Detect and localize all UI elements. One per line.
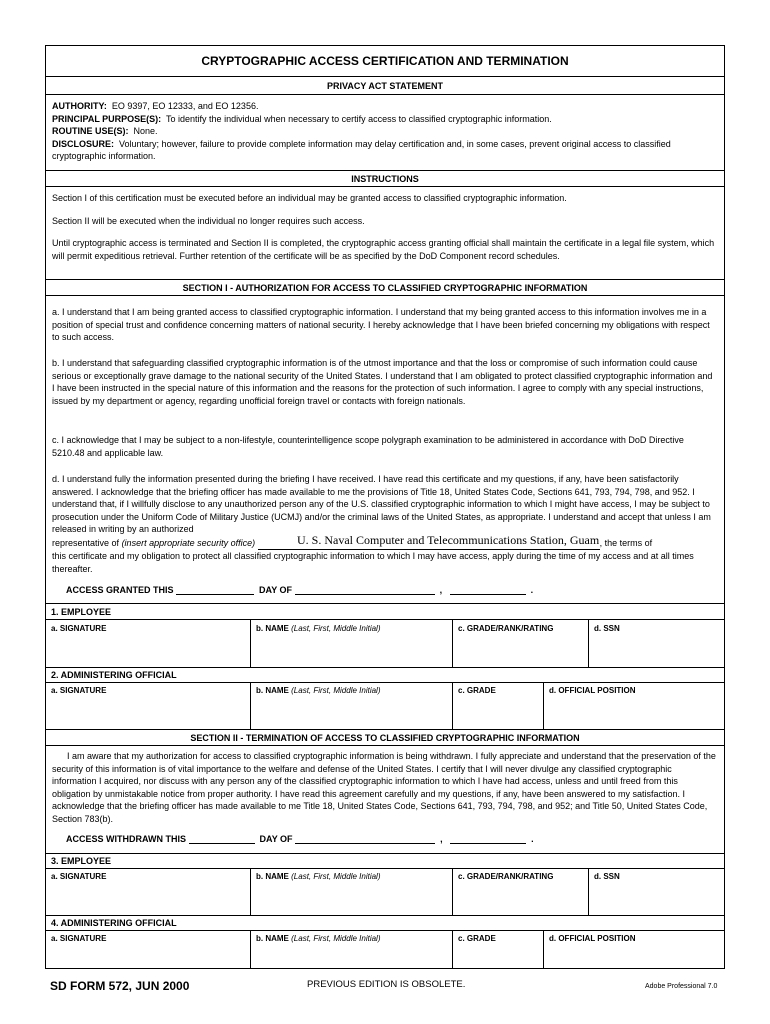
- official-name-field[interactable]: [256, 686, 380, 695]
- section1-para-d-cont: this certificate and my obligation to protect all classified cryptographic information to which I may have access, apply during the time of my access and at all times thereafter.: [52, 551, 694, 574]
- official-2-position-field[interactable]: d. OFFICIAL POSITION: [549, 934, 636, 943]
- divider: [452, 868, 453, 915]
- official-2-signature-field[interactable]: a. SIGNATURE: [51, 934, 107, 943]
- divider: [452, 930, 453, 968]
- granted-day-field[interactable]: [176, 584, 254, 595]
- form-id: SD FORM 572, JUN 2000: [50, 979, 190, 993]
- divider: [46, 170, 724, 171]
- routine-label: ROUTINE USE(S):: [52, 126, 129, 137]
- employee-2-ssn-field[interactable]: d. SSN: [594, 872, 620, 881]
- withdrawn-day-field[interactable]: [189, 833, 255, 844]
- divider: [250, 868, 251, 915]
- divider: [46, 279, 724, 280]
- authority-text: EO 9397, EO 12333, and EO 12356.: [111, 101, 259, 111]
- divider: [543, 930, 544, 968]
- official-grade-field[interactable]: c. GRADE: [458, 686, 496, 695]
- employee-2-heading: 3. EMPLOYEE: [51, 856, 112, 866]
- section1-para-d: d. I understand fully the information presented during the briefing I have received. I have read this certificate and my questions, if any, have been satisfactorily answered. I acknowledge that the briefing officer has made available to me the provisions of Title 18, United States Code, Sections 641, 793, 794, 798, and 952. I understand that, if I willfully disclose to any unauthorized person any of the U.S. classified cryptographic information to which I might have access, I may be subject to prosecution under the Uniform Code of Military Justice (UCMJ) and/or the criminal laws of the United States, as appropriate. I understand and accept that unless I am released in writing by an authorized: [52, 474, 711, 535]
- access-withdrawn-label: ACCESS WITHDRAWN THIS: [66, 834, 186, 844]
- employee-grade-field[interactable]: c. GRADE/RANK/RATING: [458, 624, 554, 633]
- withdrawn-day-of-label: DAY OF: [259, 834, 293, 844]
- form-frame: [45, 45, 725, 969]
- instructions-p1: Section I of this certification must be executed before an individual may be granted access to classified cryptographic information.: [52, 193, 567, 203]
- section1-para-c: c. I acknowledge that I may be subject to a non-lifestyle, counterintelligence scope polygraph examination to be administered in accordance with DoD Directive 5210.48 and applicable law.: [52, 435, 684, 458]
- withdrawn-year-field[interactable]: [450, 833, 526, 844]
- instructions-heading: INSTRUCTIONS: [351, 174, 419, 184]
- divider: [46, 868, 724, 869]
- rep-suffix: , the terms of: [599, 538, 653, 548]
- divider: [46, 853, 724, 854]
- divider: [250, 619, 251, 667]
- employee-2-name-label: b. NAME: [256, 872, 289, 881]
- divider: [588, 619, 589, 667]
- official-2-grade-field[interactable]: c. GRADE: [458, 934, 496, 943]
- divider: [250, 930, 251, 968]
- official-heading: 2. ADMINISTERING OFFICIAL: [51, 670, 177, 680]
- granted-day-of-label: DAY OF: [259, 585, 293, 595]
- divider: [46, 295, 724, 296]
- divider: [46, 682, 724, 683]
- employee-name-hint: (Last, First, Middle Initial): [291, 624, 381, 633]
- withdrawn-month-field[interactable]: [295, 833, 435, 844]
- employee-heading: 1. EMPLOYEE: [51, 607, 112, 617]
- purpose-label: PRINCIPAL PURPOSE(S):: [52, 113, 162, 124]
- withdrawn-period: .: [531, 834, 534, 844]
- divider: [46, 745, 724, 746]
- official-2-name-label: b. NAME: [256, 934, 289, 943]
- privacy-statement: [52, 100, 716, 163]
- divider: [46, 186, 724, 187]
- divider: [588, 868, 589, 915]
- divider: [46, 729, 724, 730]
- employee-signature-field[interactable]: a. SIGNATURE: [51, 624, 107, 633]
- divider: [46, 930, 724, 931]
- purpose-text: To identify the individual when necessary to certify access to classified cryptographic information.: [166, 113, 552, 124]
- employee-2-signature-field[interactable]: a. SIGNATURE: [51, 872, 107, 881]
- divider: [543, 682, 544, 729]
- divider: [452, 619, 453, 667]
- section1-heading: SECTION I - AUTHORIZATION FOR ACCESS TO CLASSIFIED CRYPTOGRAPHIC INFORMATION: [182, 283, 588, 293]
- privacy-heading: PRIVACY ACT STATEMENT: [326, 81, 443, 91]
- security-office-value: U. S. Naval Computer and Telecommunications Station, Guam: [297, 533, 600, 547]
- obsolete-notice: PREVIOUS EDITION IS OBSOLETE.: [307, 979, 466, 990]
- producer-note: Adobe Professional 7.0: [645, 983, 718, 990]
- divider: [46, 667, 724, 668]
- granted-year-field[interactable]: [450, 584, 526, 595]
- rep-hint: (insert appropriate security office): [121, 538, 256, 548]
- official-name-label: b. NAME: [256, 686, 289, 695]
- divider: [46, 94, 724, 95]
- divider: [250, 682, 251, 729]
- instructions-p3: Until cryptographic access is terminated and Section II is completed, the cryptographic access granting official shall maintain the certificate in a legal file system, which will permit expeditious retrieval. Further retention of the certificate will be as specified by the DoD Component record schedules.: [52, 238, 715, 261]
- official-signature-field[interactable]: a. SIGNATURE: [51, 686, 107, 695]
- employee-2-grade-field[interactable]: c. GRADE/RANK/RATING: [458, 872, 554, 881]
- official-name-hint: (Last, First, Middle Initial): [291, 686, 381, 695]
- official-position-field[interactable]: d. OFFICIAL POSITION: [549, 686, 636, 695]
- official-2-heading: 4. ADMINISTERING OFFICIAL: [51, 918, 177, 928]
- disclosure-label: DISCLOSURE:: [52, 138, 115, 149]
- section1-para-a: a. I understand that I am being granted access to classified cryptographic information. I understand that my being granted access to this information involves me in a position of special trust and confidence concerning matters of national security. I hereby acknowledge that I have been briefed concerning my obligations with respect to such access.: [52, 307, 710, 343]
- divider: [46, 603, 724, 604]
- divider: [452, 682, 453, 729]
- access-granted-label: ACCESS GRANTED THIS: [66, 585, 174, 595]
- employee-name-label: b. NAME: [256, 624, 289, 633]
- access-granted-line: [66, 584, 533, 595]
- rep-prefix: representative of: [52, 538, 120, 548]
- employee-ssn-field[interactable]: d. SSN: [594, 624, 620, 633]
- divider: [46, 619, 724, 620]
- instructions-p2: Section II will be executed when the individual no longer requires such access.: [52, 216, 365, 226]
- access-withdrawn-line: [66, 833, 534, 844]
- divider: [46, 76, 724, 77]
- section2-heading: SECTION II - TERMINATION OF ACCESS TO CLASSIFIED CRYPTOGRAPHIC INFORMATION: [190, 733, 580, 743]
- authority-label: AUTHORITY:: [52, 101, 107, 111]
- granted-period: .: [530, 585, 534, 595]
- granted-month-field[interactable]: [295, 584, 435, 595]
- granted-comma: ,: [439, 585, 443, 595]
- form-title: CRYPTOGRAPHIC ACCESS CERTIFICATION AND TERMINATION: [201, 54, 569, 68]
- employee-2-name-hint: (Last, First, Middle Initial): [291, 872, 381, 881]
- employee-name-field[interactable]: [256, 624, 380, 633]
- official-2-name-hint: (Last, First, Middle Initial): [291, 934, 381, 943]
- official-2-name-field[interactable]: [256, 934, 380, 943]
- routine-text: None.: [133, 126, 158, 137]
- withdrawn-comma: ,: [440, 834, 443, 844]
- divider: [46, 915, 724, 916]
- section1-para-b: b. I understand that safeguarding classified cryptographic information is of the utmost importance and that the loss or compromise of such information could cause serious or exceptionally grave damage to the national security of the United States. I understand that I am obligated to protect classified cryptographic information and I have been instructed in the special nature of this information and the reasons for the protection of such information. I agree to comply with any special instructions, issued by my department or agency, regarding unofficial foreign travel or contacts with foreign nationals.: [52, 358, 713, 406]
- disclosure-text: Voluntary; however, failure to provide complete information may delay certification and, in some cases, prevent original access to classified cryptographic information.: [52, 138, 671, 162]
- section2-text: I am aware that my authorization for access to classified cryptographic information is being withdrawn. I fully appreciate and understand that the preservation of the security of this information is of vital importance to the welfare and defense of the United States. I certify that I will never divulge any classified cryptographic information I acquired, nor discuss with any person any of the classified cryptographic information to which I have had access, unless and until freed from this obligation by unmistakable notice from proper authority. I have read this agreement carefully and my questions, if any, have been answered to my satisfaction. I acknowledge that the briefing officer has made available to me Title 18, United States Code, Sections 641, 793, 794, 798, and 952; and Title 50, United States Code, Section 783(b).: [52, 751, 716, 824]
- employee-2-name-field[interactable]: [256, 872, 380, 881]
